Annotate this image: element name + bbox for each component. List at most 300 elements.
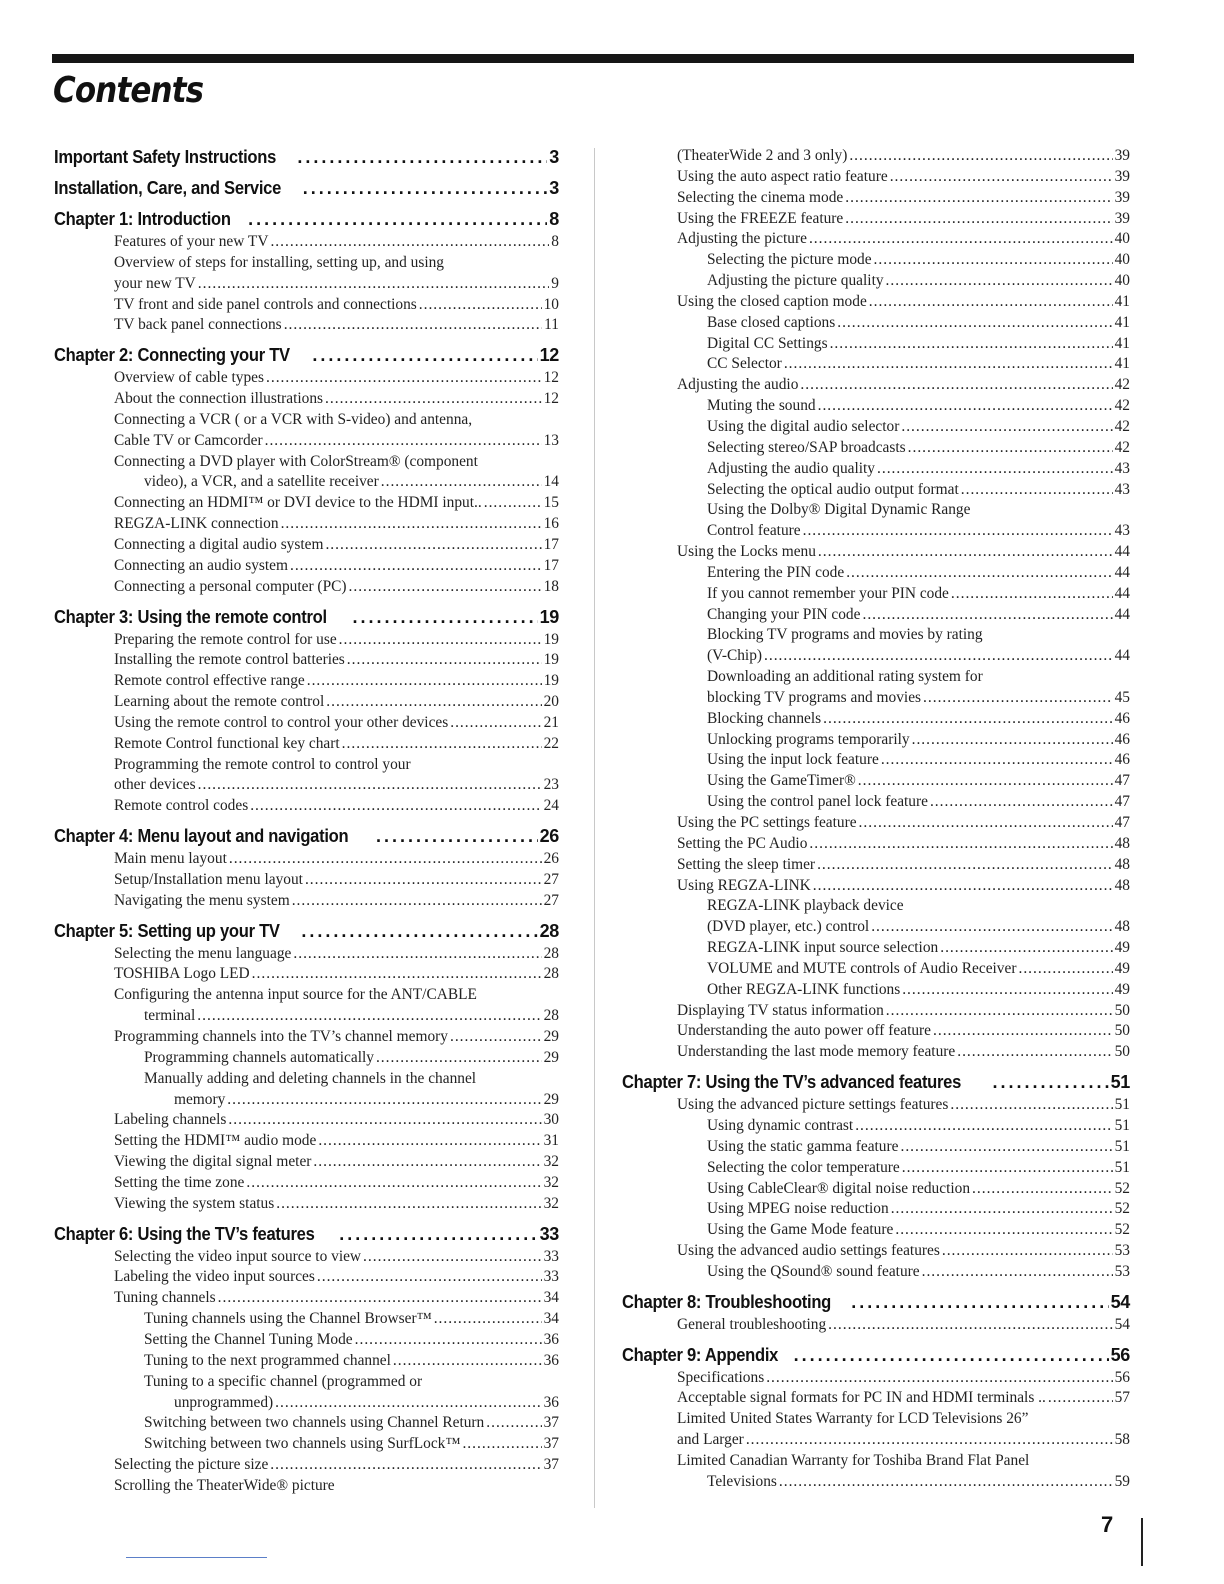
entry-title: Remote control effective range [114, 672, 305, 690]
toc-entry [622, 605, 1130, 626]
toc-entry [54, 755, 559, 776]
toc-entry [54, 1351, 559, 1372]
entry-page-number: 32 [543, 1194, 559, 1212]
entry-title: REGZA-LINK playback device [707, 897, 904, 915]
entry-page-number: 37 [543, 1435, 559, 1453]
entry-title: Connecting a personal computer (PC) [114, 577, 347, 595]
entry-page-number: 41 [1114, 292, 1130, 310]
toc-entry [54, 1476, 559, 1497]
page-number-rule [1141, 1518, 1143, 1566]
entry-page-number: 10 [543, 295, 559, 313]
entry-page-number: 41 [1114, 334, 1130, 352]
entry-title: TV front and side panel controls and connections [114, 295, 417, 313]
leader-dots [993, 1071, 1109, 1094]
entry-page-number: 42 [1114, 397, 1130, 415]
entry-title: blocking TV programs and movies [707, 688, 922, 706]
toc-entry [54, 1393, 559, 1414]
column-divider [594, 148, 595, 1508]
entry-title: CC Selector [707, 355, 782, 373]
leader-dots [198, 274, 550, 295]
entry-title: Features of your new TV [114, 233, 269, 250]
toc-entry [54, 1372, 559, 1393]
toc-chapter-entry [54, 208, 559, 231]
toc-chapter-entry [54, 920, 559, 943]
leader-dots [933, 1021, 1113, 1042]
entry-title: Unlocking programs temporarily [707, 730, 910, 748]
leader-dots [363, 1247, 542, 1268]
toc-entry [54, 1110, 559, 1131]
leader-dots [817, 855, 1113, 876]
toc-entry [622, 1368, 1130, 1389]
entry-page-number: 40 [1114, 230, 1130, 248]
leader-dots [950, 1095, 1112, 1116]
leader-dots [940, 938, 1112, 959]
entry-page-number: 13 [543, 431, 559, 449]
entry-page-number: 19 [543, 651, 559, 669]
entry-title: Connecting a digital audio system [114, 535, 324, 553]
entry-title: Using the Game Mode feature [707, 1221, 894, 1239]
entry-title: Labeling channels [114, 1111, 227, 1129]
entry-page-number: 43 [1114, 480, 1130, 498]
entry-page-number: 48 [1114, 834, 1130, 852]
entry-page-number: 51 [1114, 1116, 1130, 1134]
entry-title: Connecting an HDMI™ or DVI device to the HDMI input.. [114, 494, 482, 512]
toc-chapter-entry [54, 1223, 559, 1246]
entry-title: Using the auto aspect ratio feature [677, 167, 888, 185]
footer-rule [126, 1557, 267, 1558]
entry-page-number: 33 [539, 1223, 559, 1244]
entry-title: Setting the sleep timer [677, 855, 816, 873]
toc-entry [622, 584, 1130, 605]
leader-dots [486, 1413, 541, 1434]
chapter-title: Chapter 3: Using the remote control [54, 606, 327, 627]
toc-entry [622, 938, 1130, 959]
leader-dots [355, 1330, 542, 1351]
entry-page-number: 17 [543, 535, 559, 553]
leader-dots [197, 1006, 541, 1027]
leader-dots [900, 1137, 1112, 1158]
leader-dots [823, 709, 1112, 730]
leader-dots [419, 295, 542, 316]
toc-entry [54, 1069, 559, 1090]
entry-page-number: 26 [539, 826, 559, 847]
leader-dots [270, 232, 549, 253]
entry-title: Setting the time zone [114, 1173, 245, 1191]
leader-dots [292, 891, 542, 912]
entry-title: Using CableClear® digital noise reduction [707, 1179, 971, 1197]
leader-dots [862, 605, 1112, 626]
toc-entry [622, 1001, 1130, 1022]
leader-dots [813, 876, 1113, 897]
entry-page-number: 12 [543, 369, 559, 387]
entry-page-number: 51 [1114, 1137, 1130, 1155]
entry-page-number: 47 [1114, 814, 1130, 831]
entry-page-number: 29 [543, 1090, 559, 1108]
toc-entry [54, 431, 559, 452]
toc-chapter-entry [54, 606, 559, 629]
page-title: Contents [53, 70, 204, 111]
toc-entry [622, 896, 1130, 917]
leader-dots [229, 849, 542, 870]
entry-page-number: 50 [1114, 1043, 1130, 1061]
entry-page-number: 49 [1114, 959, 1130, 977]
entry-title: other devices [114, 776, 196, 794]
entry-page-number: 18 [543, 577, 559, 595]
entry-title: Displaying TV status information [677, 1001, 884, 1019]
leader-dots [877, 459, 1113, 480]
leader-dots [305, 870, 542, 891]
toc-entry [622, 1315, 1130, 1336]
toc-entry [622, 375, 1130, 396]
toc-entry [622, 667, 1130, 688]
entry-page-number: 52 [1114, 1221, 1130, 1239]
toc-entry [622, 1451, 1130, 1472]
leader-dots [450, 1027, 542, 1048]
leader-dots [275, 1393, 541, 1414]
entry-title: unprogrammed) [174, 1393, 274, 1411]
toc-entry [622, 1409, 1130, 1430]
leader-dots [794, 1344, 1109, 1367]
leader-dots [325, 535, 541, 556]
entry-page-number: 58 [1114, 1431, 1130, 1449]
entry-page-number: 39 [1114, 147, 1130, 164]
toc-entry [54, 1090, 559, 1111]
toc-entry [622, 1199, 1130, 1220]
entry-page-number: 44 [1114, 563, 1130, 581]
toc-entry [622, 771, 1130, 792]
entry-page-number: 48 [1114, 918, 1130, 936]
entry-page-number: 32 [543, 1173, 559, 1191]
toc-entry [622, 167, 1130, 188]
toc-entry [622, 459, 1130, 480]
leader-dots [381, 472, 542, 493]
leader-dots [784, 354, 1113, 375]
toc-entry [622, 521, 1130, 542]
entry-title: Entering the PIN code [707, 563, 845, 581]
entry-title: video), a VCR, and a satellite receiver [144, 473, 379, 491]
leader-dots [284, 315, 542, 336]
chapter-title: Chapter 2: Connecting your TV [54, 345, 290, 366]
toc-entry [54, 514, 559, 535]
toc-entry [54, 671, 559, 692]
chapter-title: Chapter 4: Menu layout and navigation [54, 826, 349, 847]
toc-chapter-entry [54, 344, 559, 367]
toc-entry [622, 709, 1130, 730]
entry-title: About the connection illustrations [114, 390, 324, 408]
entry-page-number: 33 [543, 1268, 559, 1286]
toc-entry [622, 354, 1130, 375]
entry-page-number: 42 [1114, 438, 1130, 456]
toc-entry [54, 410, 559, 431]
entry-title: Overview of cable types [114, 369, 264, 387]
chapter-title: Chapter 9: Appendix [622, 1344, 779, 1365]
entry-title: Using the advanced picture settings features [677, 1096, 949, 1114]
toc-entry [54, 1267, 559, 1288]
entry-page-number: 49 [1114, 939, 1130, 957]
toc-entry [622, 876, 1130, 897]
entry-page-number: 39 [1114, 167, 1130, 185]
entry-title: Using the GameTimer® [707, 772, 856, 790]
entry-page-number: 3 [549, 147, 559, 167]
entry-title: Setting the Channel Tuning Mode [144, 1330, 353, 1348]
entry-title: Selecting the video input source to view [114, 1247, 362, 1265]
entry-title: If you cannot remember your PIN code [707, 584, 949, 602]
leader-dots [881, 750, 1113, 771]
toc-entry [622, 834, 1130, 855]
entry-page-number: 8 [551, 233, 559, 250]
leader-dots [376, 1048, 542, 1069]
entry-page-number: 46 [1114, 709, 1130, 727]
leader-dots [961, 480, 1113, 501]
toc-entry [622, 959, 1130, 980]
leader-dots [198, 775, 542, 796]
entry-page-number: 8 [549, 209, 559, 229]
entry-title: Selecting stereo/SAP broadcasts [707, 438, 906, 456]
toc-entry [622, 334, 1130, 355]
leader-dots [228, 1110, 541, 1131]
leader-dots [339, 630, 542, 651]
entry-page-number: 49 [1114, 980, 1130, 998]
chapter-title: Installation, Care, and Service [54, 178, 282, 198]
entry-page-number: 37 [543, 1414, 559, 1432]
entry-title: Blocking channels [707, 709, 822, 727]
leader-dots [252, 964, 542, 985]
entry-page-number: 48 [1114, 855, 1130, 873]
toc-entry [54, 775, 559, 796]
entry-title: Connecting an audio system [114, 556, 288, 574]
leader-dots [869, 292, 1113, 313]
entry-title: (V-Chip) [707, 647, 763, 665]
entry-title: Cable TV or Camcorder [114, 431, 263, 449]
chapter-title: Chapter 6: Using the TV’s features [54, 1223, 315, 1244]
toc-entry [54, 232, 559, 253]
toc-entry [54, 452, 559, 473]
entry-title: Using the input lock feature [707, 751, 879, 769]
toc-entry [622, 1262, 1130, 1283]
leader-dots [313, 1152, 541, 1173]
entry-title: Connecting a VCR ( or a VCR with S-video) and antenna, [114, 410, 473, 428]
toc-entry [54, 713, 559, 734]
entry-page-number: 28 [543, 944, 559, 962]
toc-entry [622, 1430, 1130, 1451]
entry-title: Downloading an additional rating system for [707, 668, 983, 686]
leader-dots [317, 1267, 542, 1288]
toc-entry [622, 730, 1130, 751]
entry-page-number: 39 [1114, 209, 1130, 227]
entry-page-number: 54 [1114, 1315, 1130, 1333]
toc-entry [622, 292, 1130, 313]
entry-page-number: 32 [543, 1153, 559, 1171]
chapter-title: Chapter 5: Setting up your TV [54, 920, 280, 941]
leader-dots [901, 417, 1112, 438]
entry-title: Using the Dolby® Digital Dynamic Range [707, 501, 971, 519]
toc-entry [622, 209, 1130, 230]
entry-page-number: 20 [543, 693, 559, 711]
entry-title: Viewing the system status [114, 1194, 275, 1212]
entry-page-number: 52 [1114, 1200, 1130, 1218]
entry-title: Using the QSound® sound feature [707, 1262, 920, 1280]
entry-title: VOLUME and MUTE controls of Audio Receiver [707, 959, 1017, 977]
toc-entry [54, 1330, 559, 1351]
leader-dots [871, 917, 1112, 938]
entry-title: memory [174, 1090, 226, 1108]
entry-title: Connecting a DVD player with ColorStream® (component [114, 452, 478, 470]
entry-page-number: 27 [543, 870, 559, 888]
entry-title: Main menu layout [114, 850, 227, 868]
toc-entry [622, 1158, 1130, 1179]
entry-title: Muting the sound [707, 397, 816, 415]
toc-entry [54, 1027, 559, 1048]
entry-title: your new TV [114, 274, 196, 292]
leader-dots [266, 368, 542, 389]
leader-dots [1048, 1388, 1113, 1409]
entry-title: TOSHIBA Logo LED [114, 965, 250, 983]
toc-entry [622, 688, 1130, 709]
leader-dots [342, 734, 542, 755]
leader-dots [307, 671, 542, 692]
entry-title: Adjusting the audio [677, 376, 799, 394]
leader-dots [828, 1315, 1112, 1336]
entry-title: Limited United States Warranty for LCD Televisions 26” [677, 1410, 1029, 1428]
entry-title: Other REGZA-LINK functions [707, 980, 901, 998]
entry-title: Labeling the video input sources [114, 1268, 315, 1286]
leader-dots [858, 771, 1113, 792]
entry-page-number: 31 [543, 1132, 559, 1150]
leader-dots [886, 271, 1113, 292]
leader-dots [886, 1001, 1113, 1022]
toc-right-column [622, 146, 1130, 1493]
entry-title: Using REGZA-LINK [677, 876, 811, 894]
leader-dots [347, 650, 542, 671]
entry-title: Using the remote control to control your other devices [114, 713, 449, 731]
entry-page-number: 50 [1114, 1022, 1130, 1040]
toc-entry [54, 1434, 559, 1455]
entry-title: Tuning channels using the Channel Browser™ [144, 1310, 432, 1328]
entry-title: Selecting the optical audio output format [707, 480, 959, 498]
leader-dots [276, 1194, 541, 1215]
toc-entry [54, 1309, 559, 1330]
toc-entry [54, 1194, 559, 1215]
chapter-title: Chapter 1: Introduction [54, 209, 231, 229]
entry-page-number: 44 [1114, 647, 1130, 665]
entry-title: Adjusting the audio quality [707, 459, 875, 477]
leader-dots [393, 1351, 542, 1372]
leader-dots [818, 542, 1113, 563]
entry-title: Adjusting the picture [677, 230, 807, 248]
leader-dots [837, 313, 1112, 334]
toc-entry [622, 542, 1130, 563]
entry-page-number: 46 [1114, 730, 1130, 748]
entry-title: Switching between two channels using SurfLock™ [144, 1435, 461, 1453]
entry-page-number: 52 [1114, 1179, 1130, 1197]
entry-page-number: 42 [1114, 376, 1130, 394]
leader-dots [250, 796, 541, 817]
entry-title: and Larger [677, 1431, 744, 1449]
entry-title: Using the digital audio selector [707, 417, 900, 435]
toc-entry [54, 493, 559, 514]
leader-dots [746, 1430, 1113, 1451]
leader-dots [846, 563, 1112, 584]
toc-entry [54, 985, 559, 1006]
leader-dots [312, 344, 537, 367]
entry-title: Selecting the picture size [114, 1456, 269, 1474]
toc-entry [622, 271, 1130, 292]
leader-dots [766, 1368, 1112, 1389]
toc-entry [54, 1048, 559, 1069]
toc-entry [622, 229, 1130, 250]
toc-entry [54, 1288, 559, 1309]
leader-dots [851, 1291, 1108, 1314]
entry-page-number: 51 [1114, 1158, 1130, 1176]
entry-title: Base closed captions [707, 313, 836, 331]
toc-entry [622, 855, 1130, 876]
toc-entry [622, 750, 1130, 771]
toc-entry [54, 964, 559, 985]
entry-title: Tuning channels [114, 1289, 216, 1307]
entry-page-number: 28 [539, 920, 559, 941]
leader-dots [293, 944, 541, 965]
entry-title: TV back panel connections [114, 316, 282, 334]
toc-entry [622, 396, 1130, 417]
entry-title: Setup/Installation menu layout [114, 870, 303, 888]
toc-entry [622, 563, 1130, 584]
leader-dots [325, 389, 542, 410]
toc-chapter-entry [622, 1344, 1130, 1367]
entry-page-number: 15 [543, 494, 559, 512]
toc-chapter-entry [54, 825, 559, 848]
leader-dots [353, 606, 538, 629]
entry-page-number: 51 [1110, 1072, 1130, 1093]
entry-title: Selecting the color temperature [707, 1158, 900, 1176]
leader-dots [874, 250, 1113, 271]
entry-title: Overview of steps for installing, setting up, and using [114, 253, 444, 271]
leader-dots [891, 1199, 1113, 1220]
page-number: 7 [1101, 1512, 1114, 1537]
entry-page-number: 26 [543, 850, 559, 868]
leader-dots [281, 514, 542, 535]
leader-dots [845, 188, 1112, 209]
entry-page-number: 51 [1114, 1096, 1130, 1114]
entry-title: Viewing the digital signal meter [114, 1153, 312, 1171]
entry-page-number: 47 [1114, 793, 1130, 811]
toc-entry [54, 630, 559, 651]
entry-page-number: 43 [1114, 459, 1130, 477]
leader-dots [290, 556, 542, 577]
toc-entry [54, 1455, 559, 1476]
toc-entry [622, 1095, 1130, 1116]
entry-title: Tuning to a specific channel (programmed or [144, 1372, 423, 1390]
entry-page-number: 44 [1114, 543, 1130, 561]
entry-page-number: 45 [1114, 688, 1130, 706]
leader-dots [957, 1042, 1112, 1063]
entry-title: Using the FREEZE feature [677, 209, 844, 227]
entry-title: Using dynamic contrast [707, 1116, 854, 1134]
toc-entry [54, 692, 559, 713]
entry-page-number: 34 [543, 1310, 559, 1328]
entry-page-number: 53 [1114, 1242, 1130, 1260]
entry-title: Using the advanced audio settings features [677, 1242, 940, 1260]
toc-entry [54, 1131, 559, 1152]
leader-dots [326, 692, 541, 713]
toc-entry [54, 1247, 559, 1268]
entry-page-number: 43 [1114, 522, 1130, 540]
entry-page-number: 16 [543, 515, 559, 533]
toc-entry [54, 556, 559, 577]
entry-title: Tuning to the next programmed channel [144, 1351, 391, 1369]
toc-entry [622, 792, 1130, 813]
entry-page-number: 3 [549, 178, 559, 198]
leader-dots [248, 208, 547, 231]
